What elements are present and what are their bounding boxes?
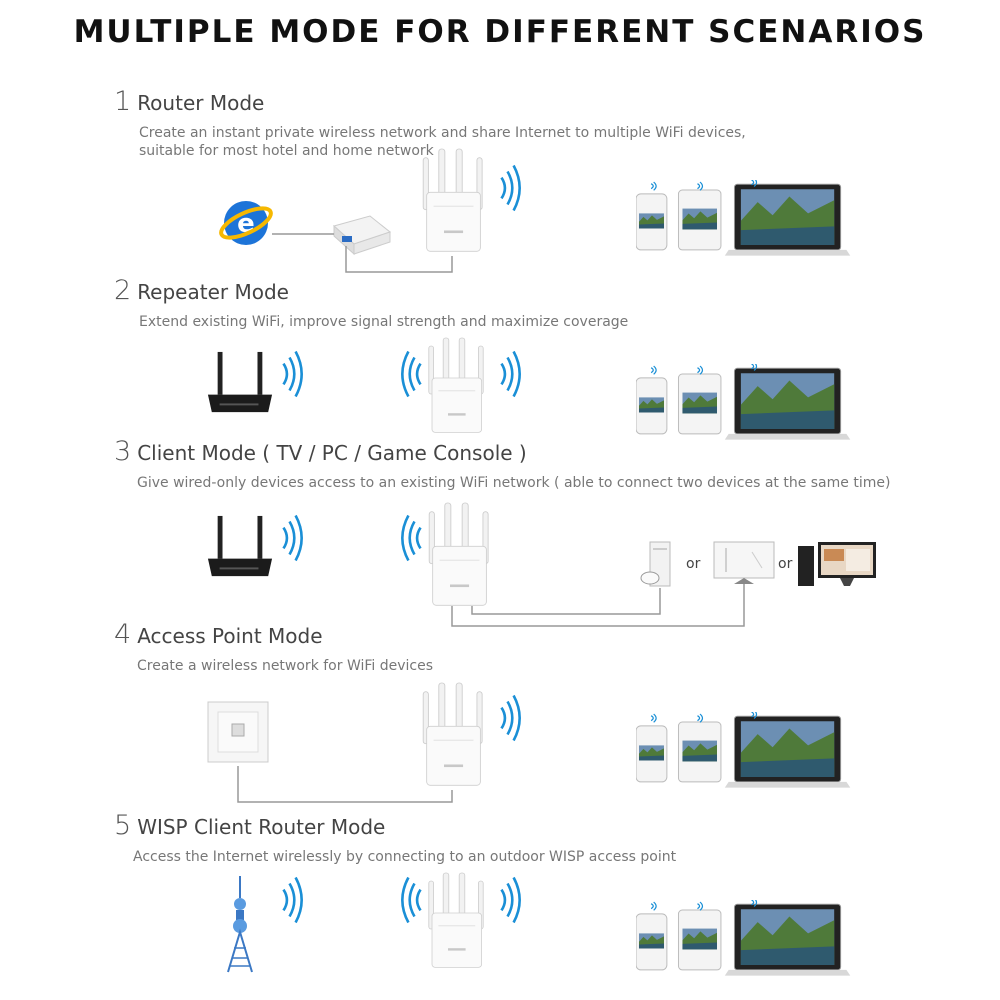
description-line: Create an instant private wireless network and share Internet to multiple WiFi devices, bbox=[139, 125, 746, 141]
mode-name: Client Mode ( TV / PC / Game Console ) bbox=[137, 441, 527, 465]
mode-name: Repeater Mode bbox=[137, 280, 289, 304]
wifi-repeater bbox=[418, 680, 496, 790]
wifi-signal-icon bbox=[398, 872, 424, 928]
wifi-repeater bbox=[424, 866, 496, 976]
wifi-signal-icon bbox=[280, 872, 306, 928]
wisp-tower-icon bbox=[220, 874, 260, 974]
svg-text:e: e bbox=[237, 209, 255, 239]
mode-description bbox=[133, 848, 676, 866]
description-line: Extend existing WiFi, improve signal strength and maximize coverage bbox=[139, 314, 629, 330]
client-devices bbox=[636, 712, 858, 790]
description-line: Create a wireless network for WiFi devices bbox=[137, 658, 434, 674]
description-line: Access the Internet wirelessly by connecting to an outdoor WISP access point bbox=[133, 849, 677, 865]
page-title: MULTIPLE MODE FOR DIFFERENT SCENARIOS bbox=[73, 14, 927, 50]
mode-number: 2 bbox=[114, 275, 132, 306]
mode-number: 1 bbox=[114, 86, 132, 117]
mode-name: Access Point Mode bbox=[137, 624, 323, 648]
description-line: Give wired-only devices access to an existing WiFi network ( able to connect two devices at the same time) bbox=[137, 475, 891, 491]
mode-heading bbox=[114, 810, 385, 841]
wifi-signal-icon bbox=[498, 872, 524, 928]
or-label: or bbox=[686, 556, 701, 572]
mode-number: 4 bbox=[114, 619, 132, 650]
mode-name: WISP Client Router Mode bbox=[137, 815, 386, 839]
or-label: or bbox=[778, 556, 793, 572]
mode-name: Router Mode bbox=[137, 91, 265, 115]
client-devices bbox=[636, 900, 858, 978]
mode-number: 5 bbox=[114, 810, 132, 841]
description-line: suitable for most hotel and home network bbox=[139, 143, 434, 159]
mode-number: 3 bbox=[114, 436, 132, 467]
wifi-signal-icon bbox=[498, 690, 524, 746]
